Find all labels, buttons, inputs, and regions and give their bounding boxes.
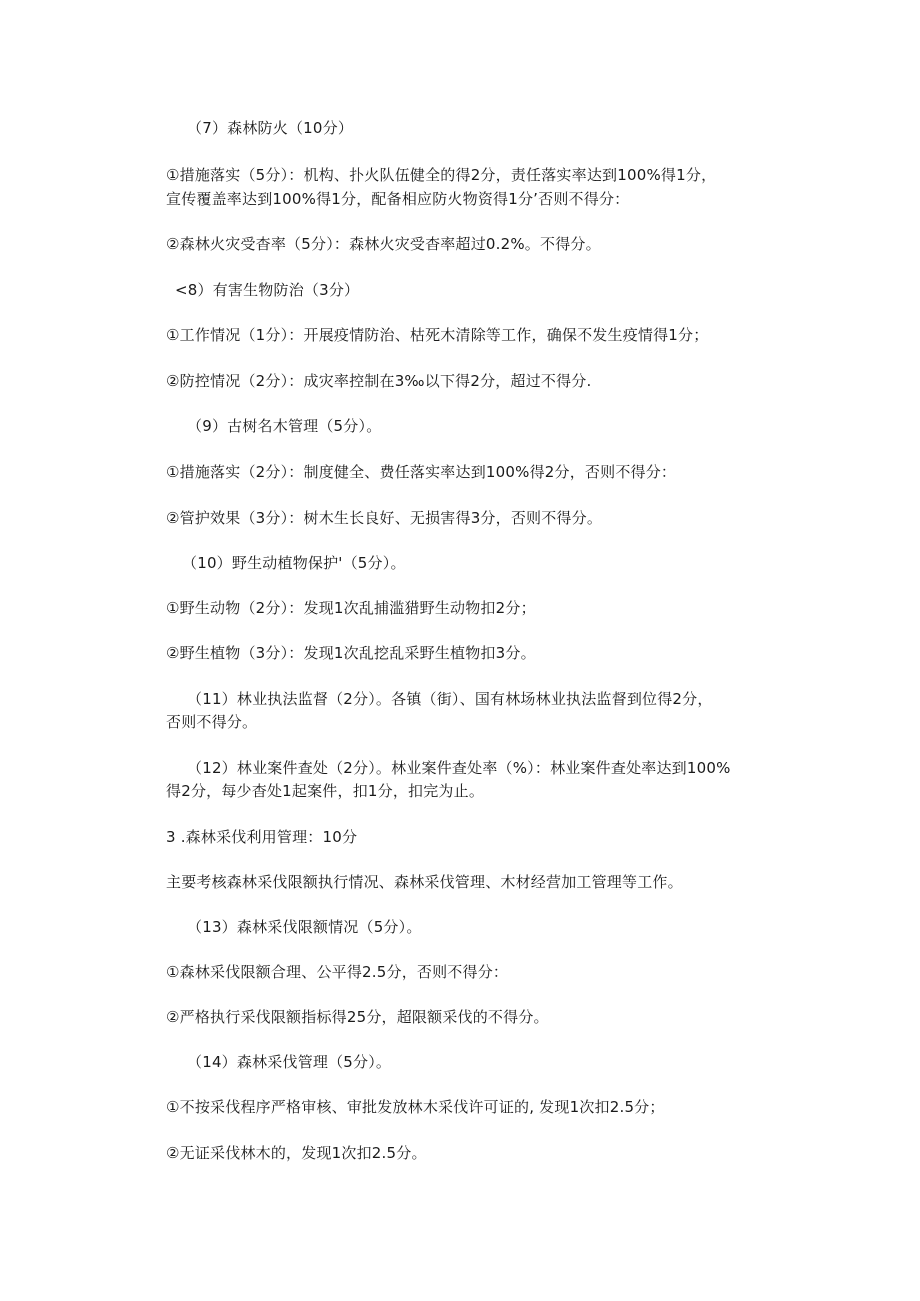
item-9-1: ①措施落实（2分）：制度健全、费任落实率达到100%得2分，否则不得分： — [166, 463, 677, 481]
section-7-heading: （7）森林防火（10分） — [187, 119, 354, 137]
item-10-2: ②野生植物（3分）：发现1次乱挖乱采野生植物扣3分。 — [166, 644, 536, 662]
item-7-2: ②森林火灾受杳率（5分）：森林火灾受杳率超过0.2%。不得分。 — [166, 235, 601, 253]
section-3-summary: 主要考核森林采伐限额执行情况、森林采伐管理、木材经营加工管理等工作。 — [166, 873, 683, 891]
section-14-heading: （14）森林采伐管理（5分）。 — [187, 1053, 392, 1071]
item-14-2: ②无证采伐林木的，发现1次扣2.5分。 — [166, 1144, 427, 1162]
item-8-2: ②防控情况（2分）：成灾率控制在3‰以下得2分，超过不得分. — [166, 372, 592, 390]
item-9-2: ②管护效果（3分）：树木生长良好、无损害得3分，否则不得分。 — [166, 509, 603, 527]
section-9-heading: （9）古树名木管理（5分）。 — [187, 417, 382, 435]
section-3-heading: 3 .森林采伐利用管理：10分 — [166, 828, 358, 846]
item-13-2: ②严格执行采伐限额指标得25分，超限额采伐的不得分。 — [166, 1008, 549, 1026]
section-10-heading: （10）野生动植物保护'（5分）。 — [182, 554, 406, 572]
item-8-1: ①工作情况（1分）：开展疫情防治、枯死木清除等工作，确保不发生疫情得1分； — [166, 326, 709, 344]
section-12-line2: 得2分，每少杳处1起案件，扣1分，扣完为止。 — [166, 782, 485, 800]
item-14-1: ①不按采伐程序严格审核、审批发放林木采伐许可证的, 发现1次扣2.5分； — [166, 1098, 665, 1116]
item-7-1-line1: ①措施落实（5分）：机构、扑火队伍健全的得2分，责任落实率达到100%得1分， — [166, 166, 717, 184]
item-13-1: ①森林采伐限额合理、公平得2.5分，否则不得分： — [166, 963, 509, 981]
item-7-1-line2: 宣传覆盖率达到100%得1分，配备相应防火物资得1分’否则不得分： — [166, 190, 630, 208]
section-8-heading: <8）有害生物防治（3分） — [175, 281, 360, 299]
section-12-line1: （12）林业案件查处（2分）。林业案件查处率（%）：林业案件查处率达到100% — [187, 759, 731, 777]
section-13-heading: （13）森林采伐限额情况（5分）。 — [187, 918, 422, 936]
section-11-line2: 否则不得分。 — [166, 713, 258, 731]
section-11-line1: （11）林业执法监督（2分）。各镇（街）、国有林场林业执法监督到位得2分， — [187, 690, 713, 708]
item-10-1: ①野生动物（2分）：发现1次乱捕滥猎野生动物扣2分； — [166, 599, 536, 617]
